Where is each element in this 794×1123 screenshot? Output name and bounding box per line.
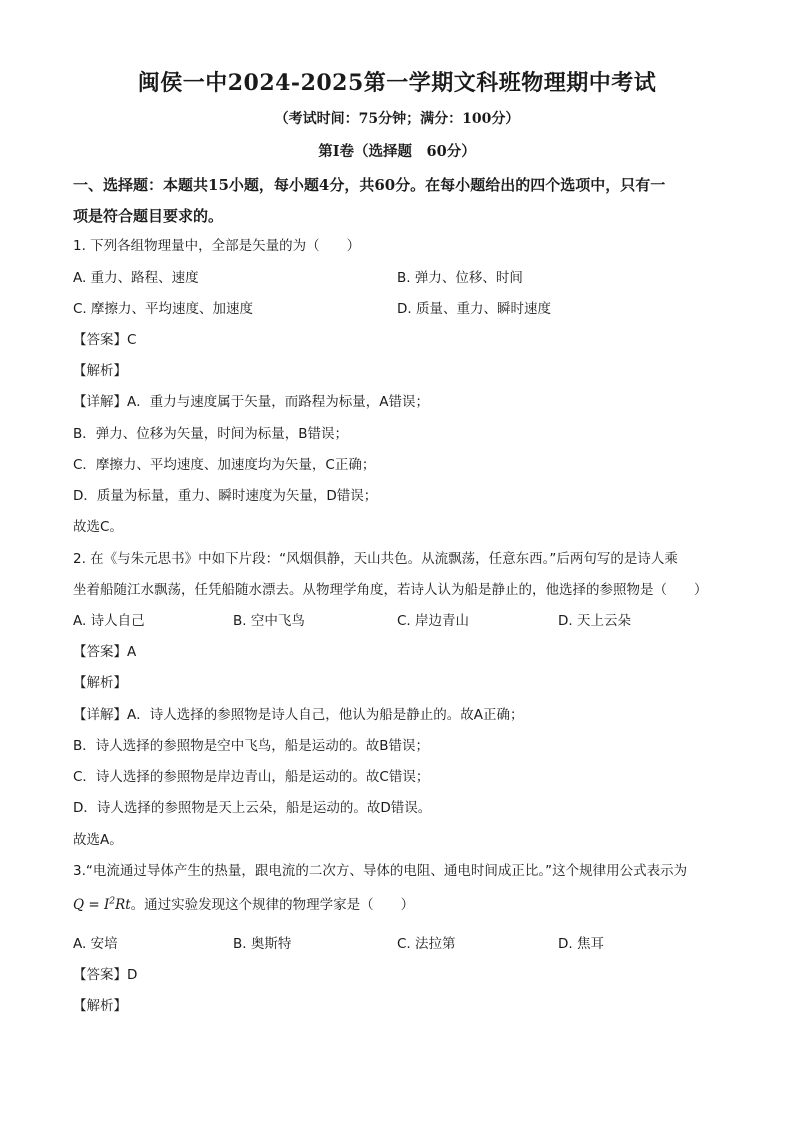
q2-detail-2: B．诗人选择的参照物是空中飞鸟，船是运动的。故B错误； bbox=[73, 738, 430, 754]
q1-detail-2: B．弹力、位移为矢量，时间为标量，B错误； bbox=[73, 426, 349, 442]
q1-option-b: B. 弹力、位移、时间 bbox=[397, 270, 523, 286]
q3-stem-line-2 bbox=[73, 893, 414, 913]
q3-answer bbox=[73, 963, 137, 983]
answer-value: A bbox=[127, 644, 137, 660]
q2-analysis-label: 【解析】 bbox=[73, 675, 127, 691]
answer-value: C bbox=[127, 332, 137, 348]
q2-option-a: A. 诗人自己 bbox=[73, 613, 145, 629]
q3-option-a: A. 安培 bbox=[73, 936, 118, 952]
detail-text: A．诗人选择的参照物是诗人自己，他认为船是静止的。故A正确； bbox=[127, 707, 524, 723]
q1-detail-1 bbox=[73, 390, 429, 410]
q1-option-d: D. 质量、重力、瞬时速度 bbox=[397, 301, 551, 317]
q1-option-a: A. 重力、路程、速度 bbox=[73, 270, 199, 286]
volume-heading: 第Ⅰ卷（选择题 60分） bbox=[318, 143, 476, 160]
exam-title: 闽侯一中2024-2025第一学期文科班物理期中考试 bbox=[137, 70, 657, 96]
q3-stem-line-1: 3.“电流通过导体产生的热量，跟电流的二次方、导体的电阻、通电时间成正比。”这个规律用公式表示为 bbox=[73, 863, 688, 879]
section-heading-line-2: 项是符合题目要求的。 bbox=[73, 207, 224, 225]
q3-analysis-label: 【解析】 bbox=[73, 998, 127, 1014]
q2-conclusion: 故选A。 bbox=[73, 832, 123, 848]
q1-option-c: C. 摩擦力、平均速度、加速度 bbox=[73, 301, 254, 317]
section-heading bbox=[73, 170, 733, 232]
q1-detail-4: D．质量为标量，重力、瞬时速度为矢量，D错误； bbox=[73, 488, 378, 504]
q1-answer bbox=[73, 328, 136, 348]
q1-conclusion: 故选C。 bbox=[73, 519, 123, 535]
q2-stem-line-1: 2. 在《与朱元思书》中如下片段：“风烟俱静，天山共色。从流飘荡，任意东西。”后两句写的是诗人乘 bbox=[73, 551, 678, 567]
section-heading-line-1: 一、选择题：本题共15小题，每小题4分，共60分。在每小题给出的四个选项中，只有一 bbox=[73, 176, 666, 194]
detail-label: 【详解】 bbox=[73, 394, 127, 410]
answer-label: 【答案】 bbox=[73, 967, 127, 983]
joule-law-formula: $Q = I^2Rt$ bbox=[73, 896, 131, 913]
q3-stem-tail: 。通过实验发现这个规律的物理学家是（ ） bbox=[130, 897, 415, 913]
q3-option-b: B. 奥斯特 bbox=[233, 936, 292, 952]
answer-label: 【答案】 bbox=[73, 332, 127, 348]
q1-detail-3: C．摩擦力、平均速度、加速度均为矢量，C正确； bbox=[73, 457, 376, 473]
q2-detail-1 bbox=[73, 703, 523, 723]
answer-value: D bbox=[127, 967, 138, 983]
detail-label: 【详解】 bbox=[73, 707, 127, 723]
detail-text: A．重力与速度属于矢量，而路程为标量，A错误； bbox=[127, 394, 429, 410]
q3-option-c: C. 法拉第 bbox=[397, 936, 456, 952]
q2-stem-line-2: 坐着船随江水飘荡，任凭船随水漂去。从物理学角度，若诗人认为船是静止的，他选择的参照物是（ ） bbox=[73, 582, 708, 598]
q2-answer bbox=[73, 640, 136, 660]
q2-detail-4: D．诗人选择的参照物是天上云朵，船是运动的。故D错误。 bbox=[73, 800, 432, 816]
q2-option-d: D. 天上云朵 bbox=[558, 613, 631, 629]
q2-detail-3: C．诗人选择的参照物是岸边青山，船是运动的。故C错误； bbox=[73, 769, 430, 785]
q3-option-d: D. 焦耳 bbox=[558, 936, 604, 952]
answer-label: 【答案】 bbox=[73, 644, 127, 660]
q1-analysis-label: 【解析】 bbox=[73, 363, 127, 379]
exam-subtitle: （考试时间：75分钟；满分：100分） bbox=[274, 111, 520, 127]
q2-option-c: C. 岸边青山 bbox=[397, 613, 470, 629]
q1-stem: 1. 下列各组物理量中，全部是矢量的为（ ） bbox=[73, 238, 361, 254]
q2-option-b: B. 空中飞鸟 bbox=[233, 613, 305, 629]
